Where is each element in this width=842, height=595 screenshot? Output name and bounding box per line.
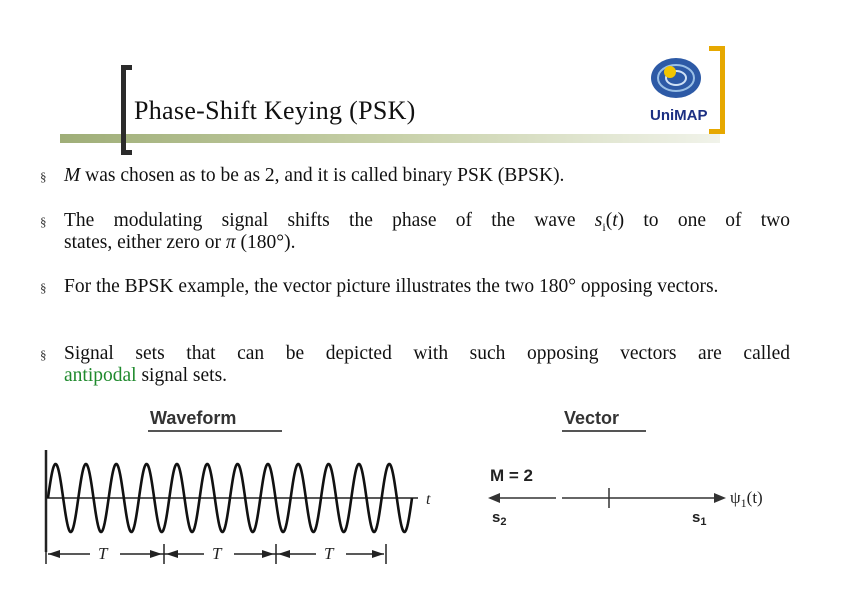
- bullet-marker: §: [40, 347, 47, 362]
- time-axis-label: t: [426, 491, 431, 508]
- bullet-marker: §: [40, 280, 47, 295]
- logo-text: UniMAP: [650, 107, 708, 124]
- vector-arrowhead-right: [714, 493, 726, 503]
- title-underline-bar: [60, 134, 720, 143]
- waveform-heading-underline: [148, 430, 282, 432]
- vector-arrowhead-left: [488, 493, 500, 503]
- vector-heading-underline: [562, 430, 646, 432]
- arrowhead: [48, 550, 60, 558]
- bullet-marker: §: [40, 169, 47, 184]
- unimap-logo-icon: [646, 52, 708, 126]
- bullet-2-line-2: states, either zero or π (180°).: [64, 232, 296, 253]
- arrowhead: [278, 550, 290, 558]
- slide-title: Phase-Shift Keying (PSK): [134, 96, 416, 125]
- period-label: T: [324, 544, 334, 563]
- period-label: T: [98, 544, 108, 563]
- bullet-2-line-1: The modulating signal shifts the phase of the wave $s_i(t)$ to one of two: [64, 210, 790, 234]
- bullet-4-line-1: Signal sets that can be depicted with such opposing vectors are called: [64, 343, 790, 364]
- arrowhead: [150, 550, 162, 558]
- basis-function-label: $\psi_1(t)$: [730, 488, 763, 510]
- waveform-heading: Waveform: [150, 408, 237, 428]
- left-bracket-decoration: [121, 65, 132, 155]
- unimap-logo: [646, 52, 708, 126]
- arrowhead: [262, 550, 274, 558]
- antipodal-highlight: antipodal: [64, 365, 137, 386]
- signal-s2-label: $s_2$: [492, 509, 507, 528]
- arrowhead: [166, 550, 178, 558]
- vector-heading: Vector: [564, 408, 620, 428]
- m-equals-label: M = 2: [490, 466, 533, 485]
- bullet-4-line-2: antipodal signal sets.: [64, 365, 228, 386]
- bullet-marker: §: [40, 214, 47, 229]
- signal-s1-label: $s_1$: [692, 509, 707, 528]
- arrowhead: [372, 550, 384, 558]
- period-label: T: [212, 544, 222, 563]
- bullet-3-text: For the BPSK example, the vector picture illustrates the two 180° opposing vectors.: [64, 276, 719, 297]
- bpsk-figure: [0, 440, 842, 580]
- bullet-1-text: M was chosen as to be as 2, and it is called binary PSK (BPSK).: [64, 165, 565, 186]
- right-bracket-decoration: [709, 46, 725, 134]
